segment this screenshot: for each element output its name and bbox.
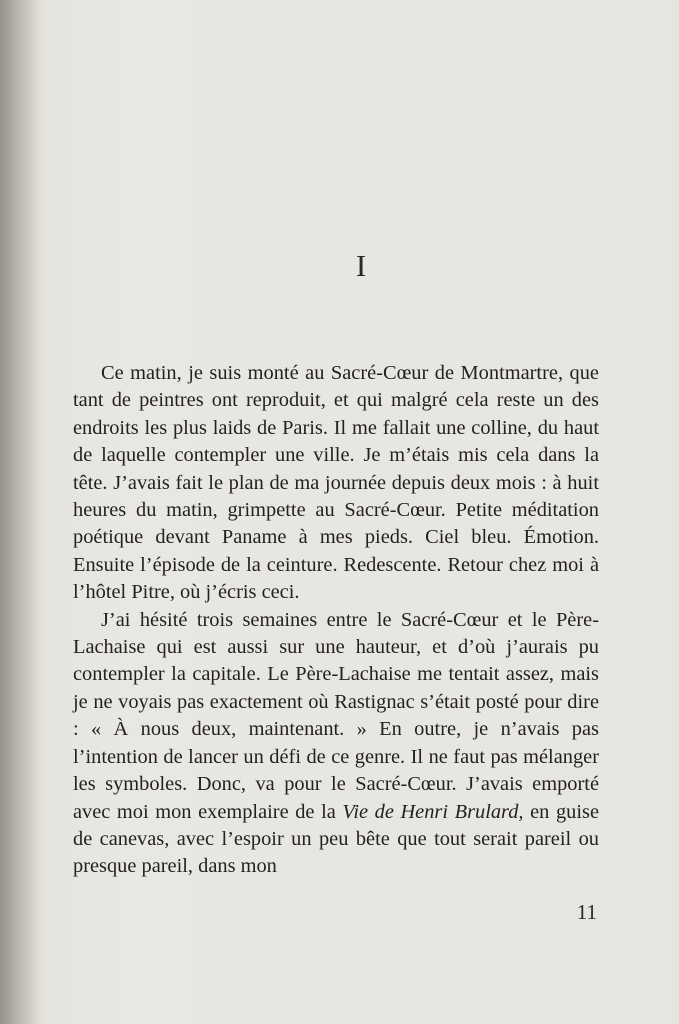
page-number: 11 bbox=[576, 900, 597, 924]
paragraph-2-text-after-italic: en guise de canevas, avec l’espoir un peu bête que tout serait pareil ou presque pareil, dans mon bbox=[73, 800, 599, 878]
chapter-numeral: I bbox=[355, 248, 368, 283]
book-title-italic: Vie de Henri Brulard, bbox=[342, 800, 524, 823]
paragraph-2 bbox=[73, 607, 599, 881]
gutter-shadow bbox=[0, 0, 40, 1024]
paragraph-1: Ce matin, je suis monté au Sacré-Cœur de Montmartre, que tant de peintres ont reproduit, et qui malgré cela reste un des endroits les plus laids de Paris. Il me fallait une colline, du haut de laquelle contempler une ville. Je m’étais mis cela dans la tête. J’avais fait le plan de ma journée depuis deux mois : à huit heures du matin, grimpette au Sacré-Cœur. Petite méditation poétique devant Paname à mes pieds. Ciel bleu. Émotion. Ensuite l’épisode de la ceinture. Redescente. Retour chez moi à l’hôtel Pitre, où j’écris ceci. bbox=[73, 362, 599, 604]
paragraph-2-text-before-italic: J’ai hésité trois semaines entre le Sacré-Cœur et le Père-Lachaise qui est aussi sur une hauteur, et d’où j’aurais pu contempler la capitale. Le Père-Lachaise me tentait assez, mais je ne voyais pas exactement où Rastignac s’était posté pour dire : « À nous deux, maintenant. » En outre, je n’avais pas l’intention de lancer un défi de ce genre. Il ne faut pas mélanger les symboles. Donc, va pour le Sacré-Cœur. J’avais emporté avec moi mon exemplaire de la bbox=[73, 608, 599, 823]
body-text bbox=[73, 360, 599, 881]
